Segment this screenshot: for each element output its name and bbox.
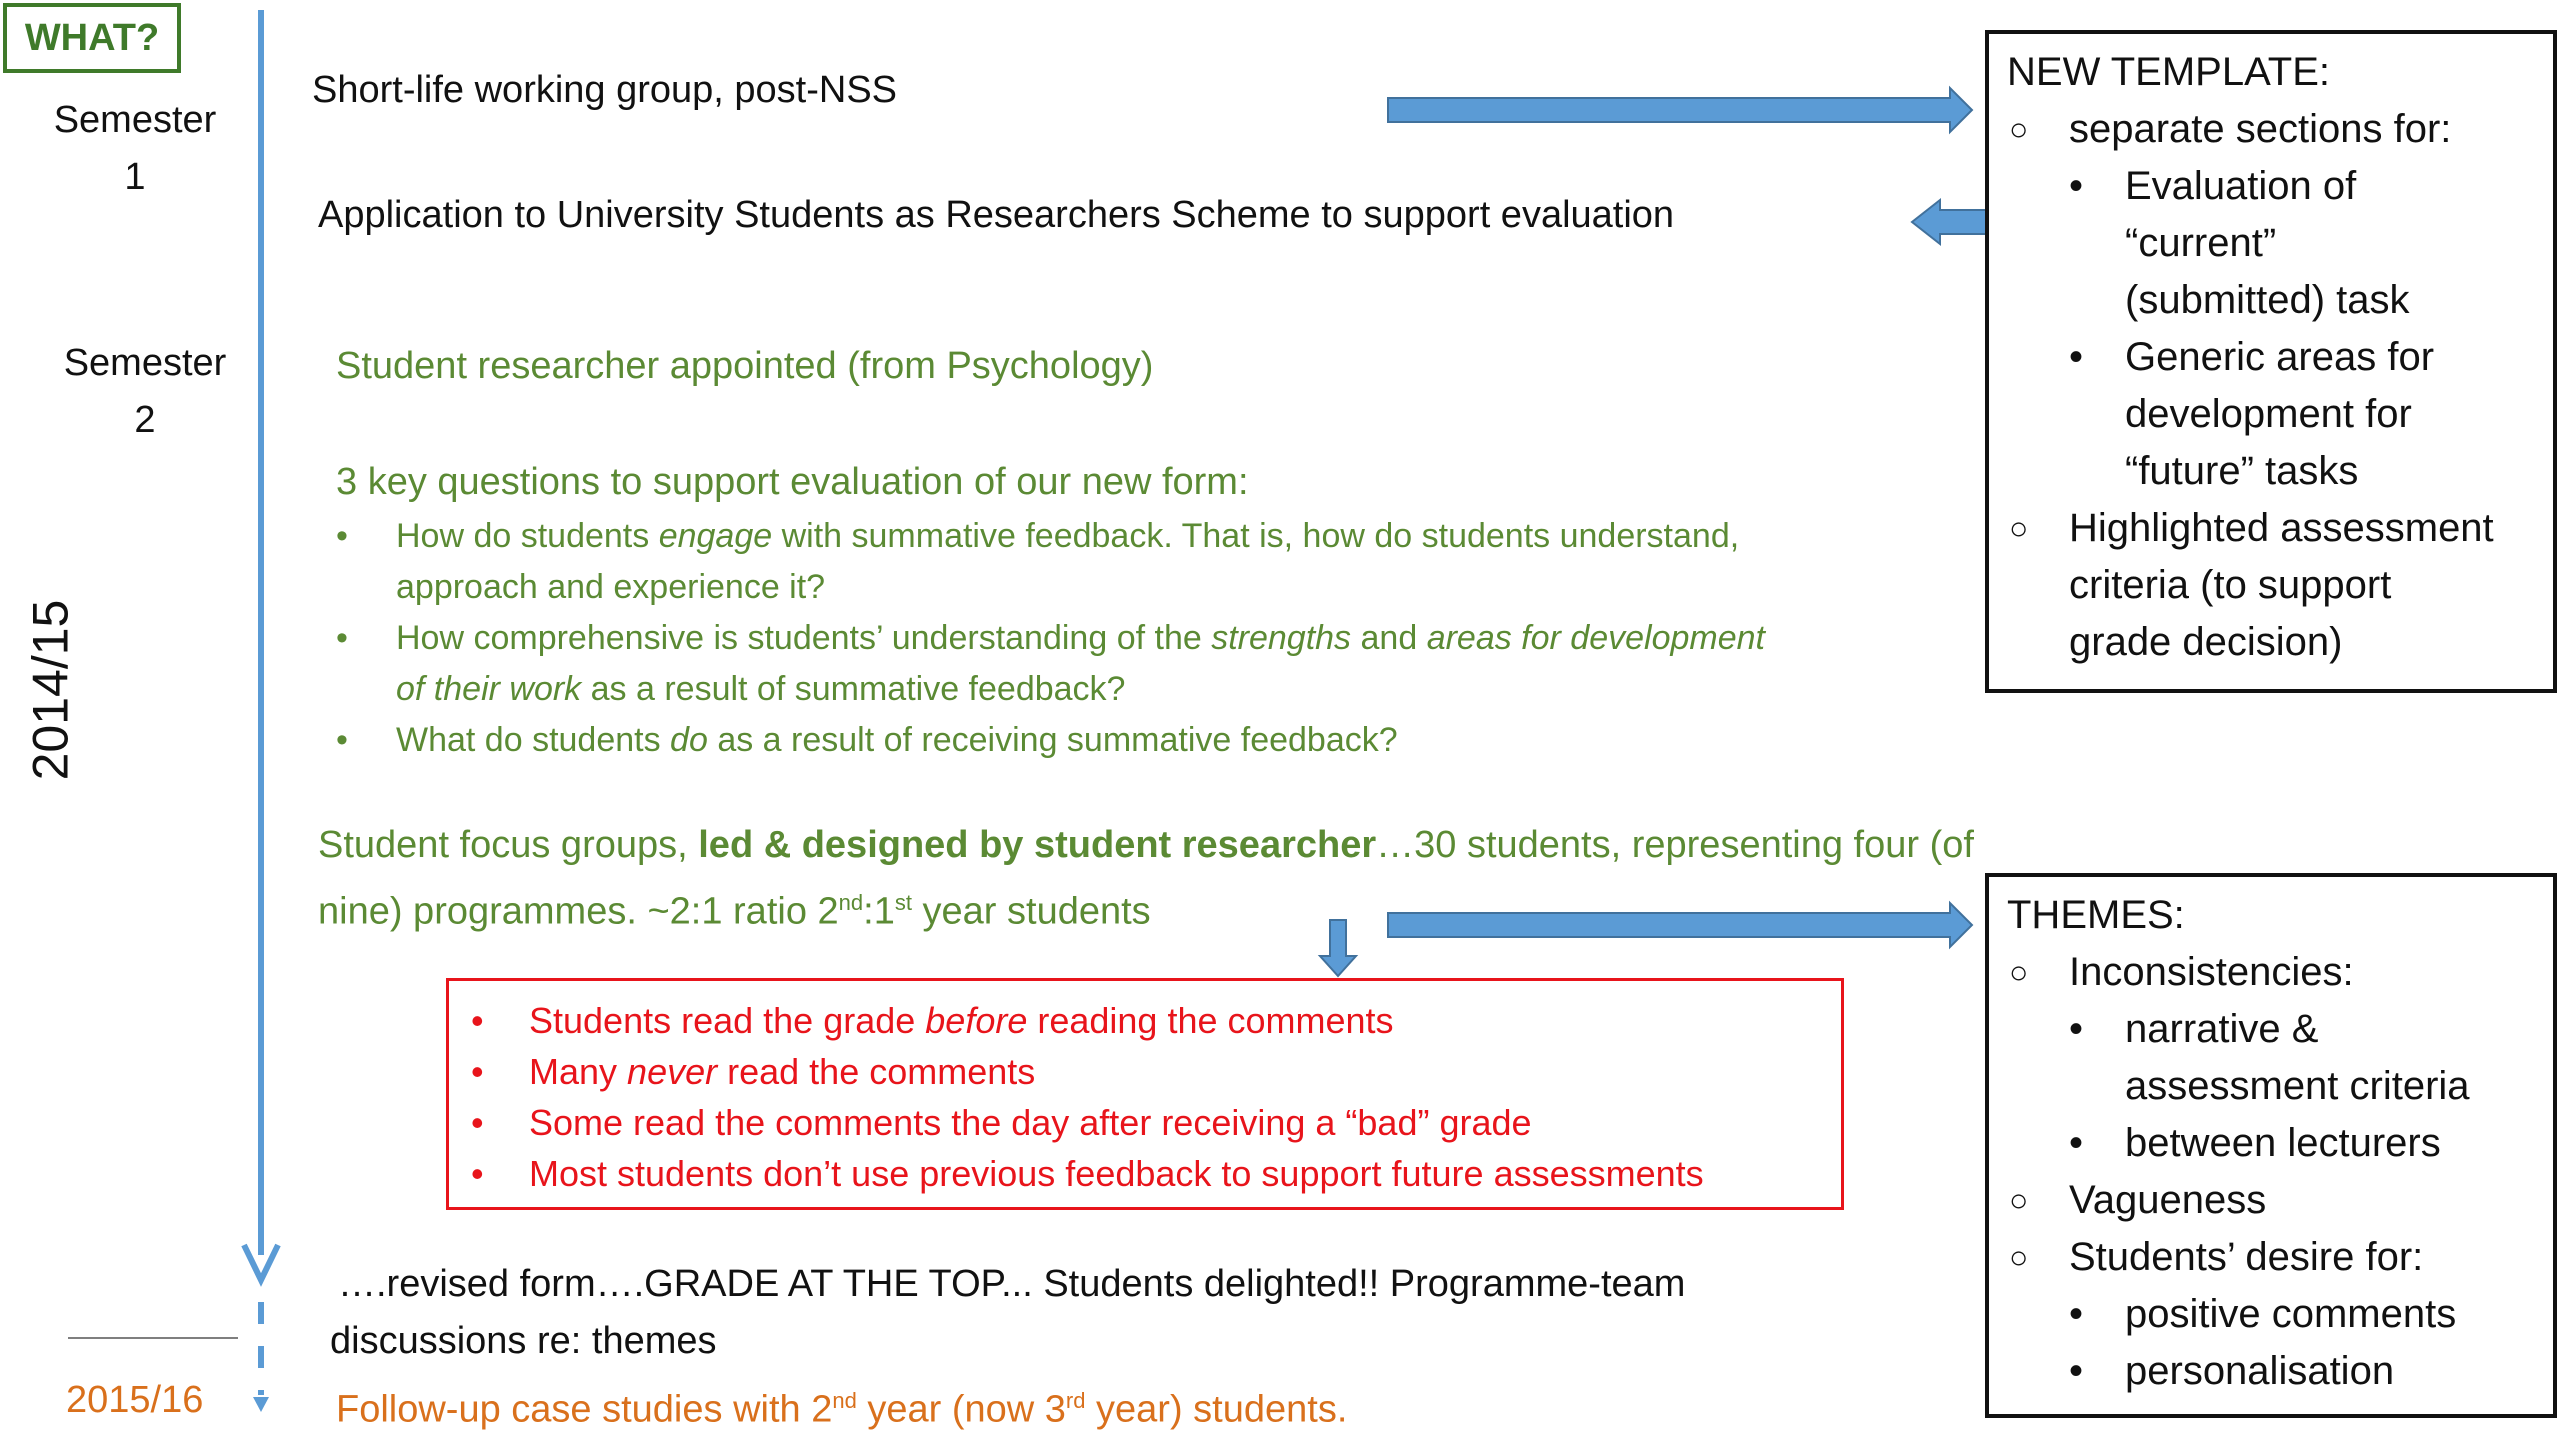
semester-1-label xyxy=(30,92,240,206)
key-questions-list xyxy=(336,511,1996,766)
finding-3: • Some read the comments the day after receiving a “bad” grade xyxy=(449,1097,1841,1148)
revised-line-2: discussions re: themes xyxy=(330,1320,717,1362)
template-sub-evaluation: • Evaluation of “current” (submitted) task xyxy=(2069,164,2410,322)
application-line: Application to University Students as Researchers Scheme to support evaluation xyxy=(318,194,1675,236)
finding-2: • Many never read the comments xyxy=(449,1046,1841,1097)
key-questions-heading: 3 key questions to support evaluation of our new form: xyxy=(336,461,1249,503)
findings-list xyxy=(449,995,1841,1199)
arrow-from-template xyxy=(1912,200,1990,244)
semester-2-label xyxy=(40,335,250,449)
year-label-2015: 2015/16 xyxy=(66,1379,204,1421)
finding-1: • Students read the grade before reading the comments xyxy=(449,995,1841,1046)
semester-1-word: Semester xyxy=(53,99,217,141)
semester-1-number: 1 xyxy=(124,156,146,198)
template-item-sections: ○ separate sections for: xyxy=(2009,107,2452,151)
focus-groups-text: Student focus groups, led & designed by student researcher…30 students, representing four (of nine) programmes. ~2:1 ratio 2nd:1st year students xyxy=(318,824,1974,933)
template-sub-generic: • Generic areas for development for “future” tasks xyxy=(2069,335,2435,493)
arrow-to-template xyxy=(1388,88,1972,132)
question-1: • How do students engage with summative feedback. That is, how do students understand, approach and experience it? xyxy=(336,511,1996,613)
template-title: NEW TEMPLATE: xyxy=(2007,50,2331,94)
question-2: • How comprehensive is students’ understanding of the strengths and areas for development of their work as a result of summative feedback? xyxy=(336,613,1996,715)
themes-title: THEMES: xyxy=(2007,893,2185,937)
themes-box xyxy=(1985,873,2557,1418)
semester-2-number: 2 xyxy=(134,399,156,441)
follow-up-text: Follow-up case studies with 2nd year (now 3rd year) students. xyxy=(336,1388,1348,1431)
themes-sub-personalisation: • personalisation xyxy=(2069,1349,2395,1393)
revised-line-1: ….revised form….GRADE AT THE TOP... Students delighted!! Programme-team xyxy=(338,1263,1686,1305)
findings-box xyxy=(446,978,1844,1210)
semester-2-word: Semester xyxy=(63,342,227,384)
year-label-2014 xyxy=(0,580,100,800)
working-group-line: Short-life working group, post-NSS xyxy=(312,69,898,111)
revised-form-text xyxy=(330,1256,1686,1370)
themes-item-desire: ○ Students’ desire for: xyxy=(2009,1235,2424,1279)
finding-4: • Most students don’t use previous feedback to support future assessments xyxy=(449,1148,1841,1199)
themes-item-vagueness: ○ Vagueness xyxy=(2009,1178,2267,1222)
themes-sub-lecturers: • between lecturers xyxy=(2069,1121,2441,1165)
researcher-line: Student researcher appointed (from Psychology) xyxy=(336,345,1154,387)
new-template-box xyxy=(1985,30,2557,693)
timeline-small-arrowhead xyxy=(253,1397,269,1412)
what-badge: WHAT? xyxy=(3,3,181,73)
year-2014-text: 2014/15 xyxy=(22,599,78,781)
themes-sub-positive: • positive comments xyxy=(2069,1292,2457,1336)
themes-sub-narrative: • narrative & assessment criteria xyxy=(2069,1007,2470,1108)
template-item-criteria: ○ Highlighted assessment criteria (to support grade decision) xyxy=(2009,506,2494,664)
themes-item-inconsistencies: ○ Inconsistencies: xyxy=(2009,950,2354,994)
question-3: • What do students do as a result of receiving summative feedback? xyxy=(336,715,1996,766)
